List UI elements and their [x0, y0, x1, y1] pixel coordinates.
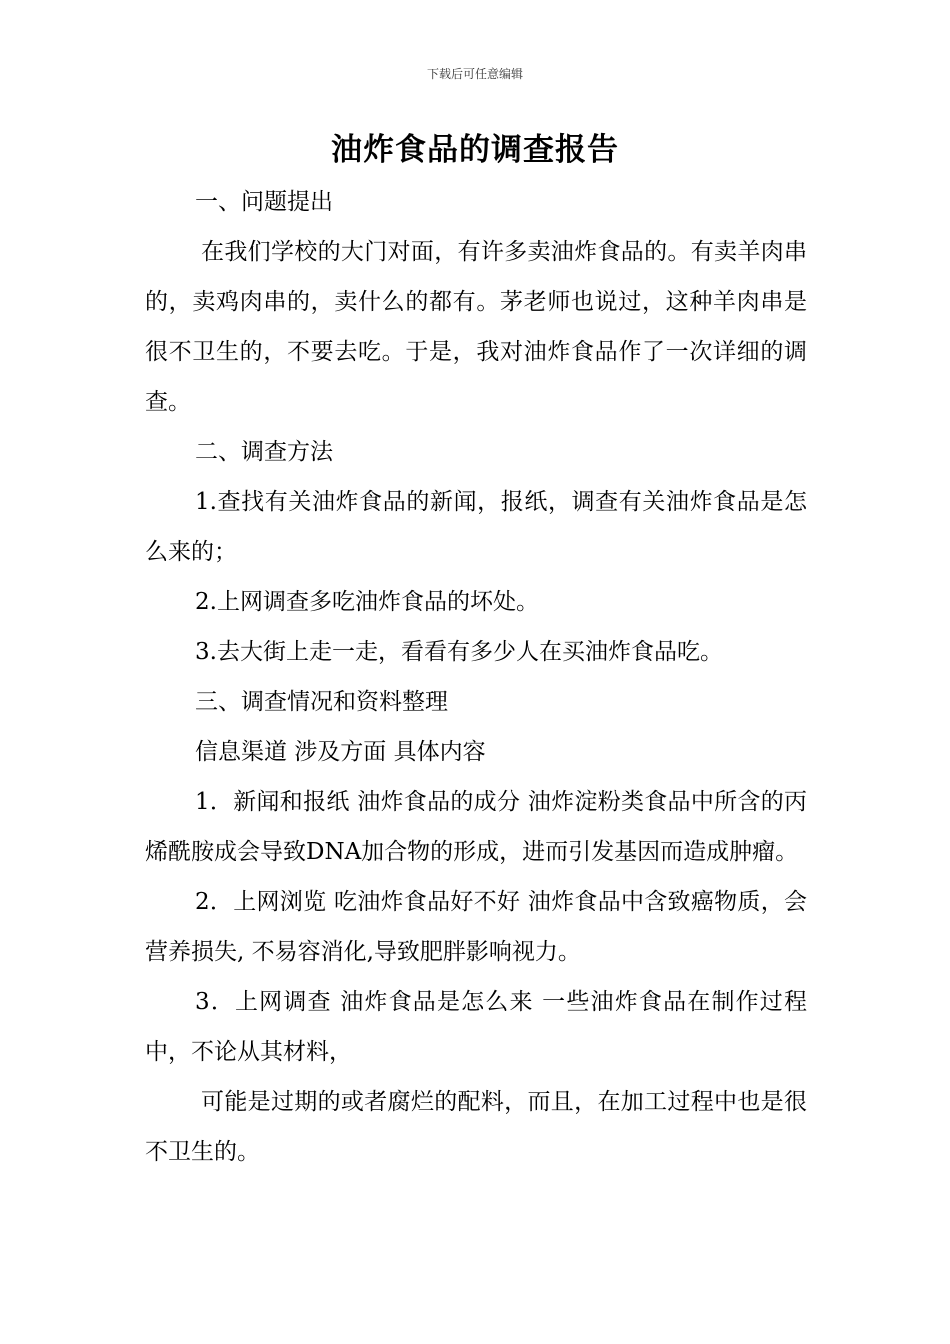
finding-item-3-continued: 可能是过期的或者腐烂的配料，而且，在加工过程中也是很不卫生的。 [145, 1089, 807, 1165]
method-item-1: 1.查找有关油炸食品的新闻，报纸，调查有关油炸食品是怎么来的； [145, 489, 807, 565]
header-note: 下载后可任意编辑 [426, 67, 523, 81]
findings-column-headers: 信息渠道 涉及方面 具体内容 [195, 739, 486, 765]
section-heading-problem: 一、问题提出 [195, 189, 333, 215]
finding-item-1: 1．新闻和报纸 油炸食品的成分 油炸淀粉类食品中所含的丙烯酰胺成会导致DNA加合物的形成，进而引发基因而造成肿瘤。 [145, 789, 807, 865]
method-item-3: 3.去大街上走一走，看看有多少人在买油炸食品吃。 [195, 639, 723, 665]
document-title: 油炸食品的调查报告 [331, 132, 619, 168]
section-heading-method: 二、调查方法 [195, 439, 333, 465]
finding-item-2: 2．上网浏览 吃油炸食品好不好 油炸食品中含致癌物质，会营养损失, 不易容消化,导致肥胖影响视力。 [145, 889, 807, 965]
finding-item-3: 3．上网调查 油炸食品是怎么来 一些油炸食品在制作过程中，不论从其材料， [145, 989, 807, 1065]
method-item-2: 2.上网调查多吃油炸食品的坏处。 [195, 589, 539, 615]
paragraph-background: 在我们学校的大门对面，有许多卖油炸食品的。有卖羊肉串的，卖鸡肉串的，卖什么的都有。茅老师也说过，这种羊肉串是很不卫生的，不要去吃。于是，我对油炸食品作了一次详细的调查。 [145, 239, 807, 415]
document-body [145, 177, 807, 1177]
section-heading-findings: 三、调查情况和资料整理 [195, 689, 448, 715]
